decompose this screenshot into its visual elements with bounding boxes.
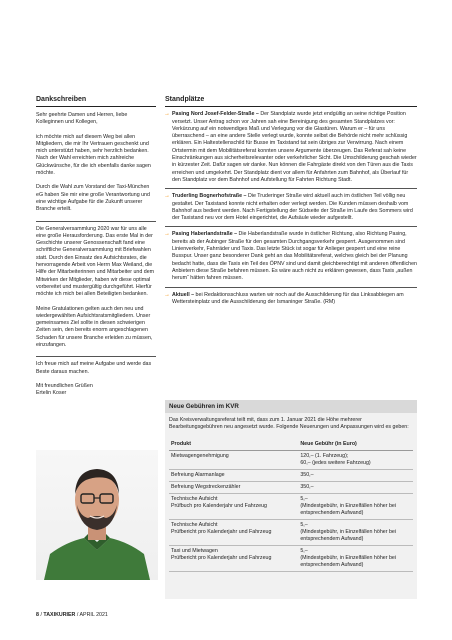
cell-fee: 5,– (Mindestgebühr, in Einzelfällen höher bei entsprechendem Aufwand) xyxy=(298,493,413,519)
item-text: Die Truderinger Straße wird aktuell auch im östlichen Teil völlig neu gestaltet. Der Taxistand konnte nicht erhalten oder verlegt werden. Die Kunden müssen deshalb vom Bahnhof aus bedient werden. Nach Fertigstellung der Südseite der Straße im Laufe des Sommers wird der Taxistand neu vor dem Hotel eingerichtet, die Aufsäule wieder aufgestellt. xyxy=(172,193,413,222)
magazine-name: TAXIKURIER xyxy=(43,612,76,618)
cell-product: Technische Aufsicht Prüfbuch pro Kalenderjahr und Fahrzeug xyxy=(169,493,298,519)
cell-fee: 5,– (Mindestgebühr, in Einzelfällen höher bei entsprechendem Aufwand) xyxy=(298,545,413,571)
table-row xyxy=(169,481,413,493)
standplatz-item xyxy=(165,231,417,282)
column-header-product: Produkt xyxy=(169,439,298,451)
box-body xyxy=(165,413,417,599)
right-column xyxy=(165,96,417,306)
item-title: Aktuell – xyxy=(172,291,195,298)
footer-separator: / xyxy=(40,612,44,618)
table-row xyxy=(169,450,413,469)
item-text: Der Standplatz wurde jetzt endgültig an seine richtige Position versetzt. Unser Antrag schon vor Jahren sah eine Bereinigung des gesamten Standplatzes vor: Verkürzung auf ein notwendiges Maß und Verlegung vor die Glastüren. Warum er – für uns überraschend – an eine andere Stelle verlegt wurde, konnte selbst die Behörde nicht mehr schlüssig erklären. Ein Haltestellenschild für Busse im Taxistand tat sein übriges zur Verwirrung. Nach einem Ortstermin mit dem Mobilitätsreferat konnten unsere Argumente überzeugen. Das Referat sah keine Einschränkungen aus sicherheitsrelevanter oder verkehrlicher Sicht. Die Umschilderung geschah wieder in kürzester Zeit. Dafür sagen wir danke. Nun können die Fahrgäste direkt von den Türen aus die Taxis erreichen und umgekehrt. Der Standplatz dient vor allem für Anfahrten zum Bahnhof, als Überlauf für den Standplatz vor dem Bahnhof und Aufstellung für Fahrten Richtung Stadt. xyxy=(172,111,417,183)
author-portrait xyxy=(36,450,158,580)
paragraph: ich möchte mich auf diesem Weg bei allen Mitgliedern, die mir Ihr Vertrauen geschenkt und mich unterstützt haben, sehr herzlich bedanken. Nach der Wahl erreichten mich zahlreiche Glückwünsche, für die ich ebenfalls danke sagen möchte. xyxy=(36,133,151,177)
item-text: bei Redaktionsschluss warten wir noch auf die Ausschilderung für das Linksabbiegen am Wettersteinplatz und die Ausschilderung der Ismaninger Straße. (RM) xyxy=(172,291,404,305)
table-header-row xyxy=(169,439,413,451)
left-column xyxy=(36,96,156,405)
table-row xyxy=(169,545,413,571)
standplatz-item xyxy=(165,111,417,184)
divider xyxy=(36,356,156,357)
section-heading-standplaetze: Standplätze xyxy=(165,96,417,107)
cell-fee: 350,– xyxy=(298,469,413,481)
fees-table xyxy=(169,439,413,572)
cell-product: Befreiung Alarmanlage xyxy=(169,469,298,481)
cell-fee: 120,– (1. Fahrzeug); 60,– (jedes weitere Fahrzeug) xyxy=(298,450,413,469)
box-heading: Neue Gebühren im KVR xyxy=(165,400,417,413)
cell-product: Technische Aufsicht Prüfbericht pro Kalenderjahr und Fahrzeug xyxy=(169,519,298,545)
column-header-fee: Neue Gebühr (in Euro) xyxy=(298,439,413,451)
paragraph: Meine Gratulationen gelten auch den neu und wiedergewählten Aufsichtsratsmitgliedern. Unser gemeinsames Ziel sollte in diesen schwierigen Zeiten sein, den bereits enorm angeschlagenen Schaden für unsere Branche erleiden zu müssen, einzufangen. xyxy=(36,305,153,349)
item-title: Pasing Nord Josef-Felder-Straße – xyxy=(172,111,259,118)
arrow-right-icon: → xyxy=(164,111,170,118)
divider xyxy=(165,287,417,288)
box-intro: Das Kreisverwaltungsreferat teilt mit, dass zum 1. Januar 2021 die Höhe mehrerer Bearbeitungsgebühren neu angesetzt wurde. Folgende Neuerungen und Anpassungen wird es geben: xyxy=(169,417,409,431)
standplatz-item xyxy=(165,292,417,307)
arrow-right-icon: → xyxy=(164,193,170,200)
item-title: Truderling Bognerhofstraße – xyxy=(172,193,247,200)
letter-text-1 xyxy=(36,112,156,214)
arrow-right-icon: → xyxy=(164,291,170,298)
divider xyxy=(36,221,156,222)
page-footer xyxy=(36,612,108,618)
divider xyxy=(165,188,417,189)
paragraph: Sehr geehrte Damen und Herren, liebe Kolleginnen und Kollegen, xyxy=(36,112,128,126)
cell-product: Taxi und Mietwagen Prüfbericht pro Kalenderjahr und Fahrzeug xyxy=(169,545,298,571)
item-title: Pasing Haberlandstraße – xyxy=(172,231,238,238)
cell-fee: 5,– (Mindestgebühr, in Einzelfällen höher bei entsprechendem Aufwand) xyxy=(298,519,413,545)
paragraph: Ich freue mich auf meine Aufgabe und werde das Beste daraus machen. xyxy=(36,361,152,375)
table-row xyxy=(169,519,413,545)
item-text: Die Haberlandstraße wurde in östlicher Richtung, also Richtung Pasing, bereits ab der Aubinger Straße für den gesamten Durchgangsverkehr gesperrt. Ausgenommen sind Linienverkehr, Fahrräder und Taxis. Das letzte Stück ist sogar für Anlieger gesperrt und eine reine Busspur. Unser ganz besonderer Dank geht an das Mobilitätsreferat, welches gleich bei der Planung bedacht hatte, dass die Taxis ein Teil des ÖPNV sind und damit gleichberechtigt mit anderen öffentlichen Anbietern diese Straße befahren müssen. Es wäre auch nicht zu erklären gewesen, dass Taxis „außen herum“ hätten fahren müssen. xyxy=(172,231,417,282)
fees-box xyxy=(165,400,417,600)
page-number: 8 xyxy=(36,612,39,618)
divider xyxy=(165,226,417,227)
signature: Mit freundlichen Grüßen Ertelin Koser xyxy=(36,382,93,397)
table-row xyxy=(169,469,413,481)
paragraph: Die Generalversammlung 2020 war für uns alle eine große Herausforderung. Das erste Mal in der Geschichte unserer Genossenschaft fand eine schriftliche Generalversammlung mit Briefwahlen statt. Durch den Einsatz des Aufsichtsrates, die hervorragende Arbeit von Herrn Max Weiland, die Hilfe der Mitarbeiterinnen und Mitarbeiter und dem Mitwirken der Mitglieder, haben wir diese optimal vorbereitet und mustergültig durchgeführt. Hierfür möchte ich mich bei allen Beteiligten bedanken. xyxy=(36,225,155,298)
cell-fee: 350,– xyxy=(298,481,413,493)
arrow-right-icon: → xyxy=(164,231,170,238)
portrait-illustration xyxy=(36,450,158,580)
cell-product: Befreiung Wegstreckenzähler xyxy=(169,481,298,493)
table-row xyxy=(169,493,413,519)
standplatz-item xyxy=(165,193,417,222)
section-heading-dankschreiben: Dankschreiben xyxy=(36,96,156,107)
letter-text-2 xyxy=(36,226,156,350)
letter-text-3 xyxy=(36,361,156,397)
cell-product: Mietwagengenehmigung xyxy=(169,450,298,469)
paragraph: Durch die Wahl zum Vorstand der Taxi-München eG haben Sie mir eine große Verantwortung und eine wichtige Aufgabe für die Zukunft unserer Branche erteilt. xyxy=(36,184,150,213)
footer-separator: / xyxy=(76,612,80,618)
issue-date: APRIL 2021 xyxy=(79,612,108,618)
